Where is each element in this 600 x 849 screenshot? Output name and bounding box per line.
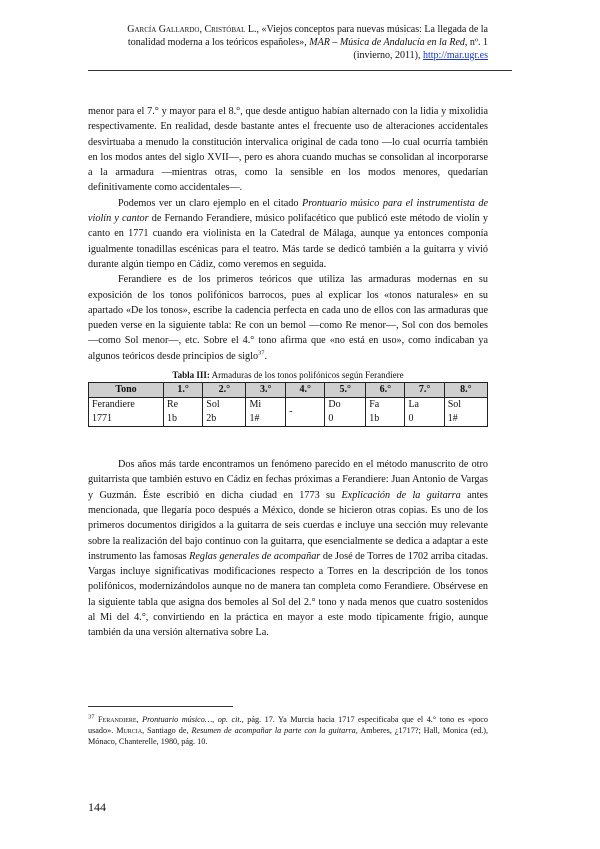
paragraph-4-mid: antes mencionada, que llegaría poco después a México, donde se hicieron otras copias. Es uno de los primeros documentos dirigidos a la guitarra de seis cuerdas e incluye una sección muy relevante sobre la realización del bajo continuo con la guitarra, que esencialmente se dedica a adaptar a este instrumento las famosas xyxy=(88,489,488,562)
header-issue: , nº. 1 (invierno, 2011), xyxy=(353,37,488,61)
footnote-37 xyxy=(88,714,488,748)
paragraph-2-intro: Podemos ver un claro ejemplo en el citado xyxy=(118,197,302,209)
paragraph-4-rest: de José de Torres de 1702 arriba citadas. Vargas incluye significativas modificaciones respecto a Torres en la descripción de los tonos polifónicos, modernizándolos aunque no de manera tan completa como Ferandiere. Obsérvese en la siguiente tabla que asigna dos bemoles al Sol del 2.° tono y nada menos que cuatro sostenidos al Mi del 4.°, convirtiendo en la práctica en mayor a este modo típicamente frigio, aunque también da una versión alternativa sobre La. xyxy=(88,550,489,639)
table-caption-label: Tabla III: xyxy=(172,370,210,381)
paragraph-2 xyxy=(88,196,488,272)
page-number: 144 xyxy=(88,800,106,814)
paragraph-1: menor para el 7.° y mayor para el 8.°, que desde antiguo habían alternado con la lidia y mixolidia respectivamente. En realidad, desde bastante antes el frecuente uso de alteraciones accidentales desvirtuaba a menudo la constitución intervalica original de cada tono —lo cual ocurría también en los modos antes del siglo XVII—, pero es ahora cuando muchas se consolidan al incorporarse a la armadura —mientras otras, como la sensible en los modos menores, quedarían definitivamente como accidentales—. xyxy=(88,106,488,194)
cell-line: 1b xyxy=(167,413,177,425)
cell-line: Re xyxy=(167,399,179,411)
cell-line: Sol xyxy=(447,399,462,411)
table-header-cell: Tono xyxy=(89,383,164,398)
table-cell xyxy=(444,398,487,427)
footnote-title-1: Prontuario músico…, op. cit. xyxy=(142,715,242,724)
footnote-author-1: Ferandiere xyxy=(94,715,137,724)
footnote-number: 37 xyxy=(88,713,95,721)
footnote-text: , Santiago de, xyxy=(142,726,192,736)
cell-line: - xyxy=(289,406,293,418)
table-cell xyxy=(89,398,164,427)
table-cell xyxy=(164,398,203,427)
table-header-cell: 7.° xyxy=(405,383,444,398)
paragraph-3: Ferandiere es de los primeros teóricos que utiliza las armaduras modernas en su exposición de los tonos polifónicos barrocos, pues al explicar los «tonos naturales» en su apartado «De los tonos», escribe la cadencia perfecta en cada uno de ellos con las armaduras que pueden verse en la siguiente tabla: Re con un bemol —como Re menor—, Sol con dos bemoles —como Sol menor—, etc. Sobre el 4.° tono afirma que «no está en uso», como indicaban ya algunos teóricos desde principios de siglo$^{37}$. xyxy=(88,274,488,362)
header-article-title: , «Viejos conceptos para nuevas músicas: La llegada de la tonalidad moderna a los teóricos españoles», xyxy=(127,24,488,48)
paragraph-2-rest: de Fernando Ferandiere, músico polifacético que publicó este método de violín y canto en 1771 cuando era violinista en la Catedral de Málaga, aunque ya entonces componía igualmente tonadillas escénicas para el teatro. Más tarde se dedicó también a la guitarra y vivió durante algún tiempo en Cádiz, como veremos en seguida. xyxy=(88,213,488,270)
table-caption xyxy=(88,369,488,381)
footnote-author-2: Murcia xyxy=(116,726,143,736)
table-cell xyxy=(405,398,444,427)
cell-line: Sol xyxy=(206,399,220,411)
table-header-cell: 1.° xyxy=(164,383,203,398)
cell-line: 1# xyxy=(447,413,458,425)
key-signatures-table xyxy=(88,382,488,427)
table-cell xyxy=(366,398,405,427)
footnote-text: , xyxy=(136,715,143,724)
cell-line: La xyxy=(408,399,419,411)
header-author: García Gallardo, Cristóbal L. xyxy=(127,24,257,35)
footnote-text: , pág. 17. Ya Murcia hacia 1717 especificaba que el 4.° tono es «poco usado». xyxy=(88,715,488,736)
cell-line: Ferandiere xyxy=(92,399,135,411)
book-title-prontuario: Prontuario músico para el instrumentista de violín y cantor xyxy=(88,197,489,225)
paragraph-4-intro: Dos años más tarde encontramos un fenómeno parecido en el método manuscrito de otro guitarrista que también estuvo en Cádiz en fechas próximas a Ferandiere: Juan Antonio de Vargas y Guzmán. Éste escribió en dicha ciudad en 1773 su xyxy=(88,459,488,501)
footnote-title-2: Resumen de acompañar la parte con la guitarra xyxy=(191,726,356,736)
footnote-rule xyxy=(88,706,233,707)
paragraph-3-text: Ferandiere es de los primeros teóricos que utiliza las armaduras modernas en su exposición de los tonos polifónicos barrocos, pues al explicar los «tonos naturales» en su apartado «De los tonos», escribe la cadencia perfecta en cada uno de ellos con las armaduras que pueden verse en la siguiente tabla: Re con un bemol —como Re menor—, Sol con dos bemoles —como Sol menor—, etc. Sobre el 4.° tono afirma que «no está en uso», como indicaban ya algunos teóricos desde principios de siglo xyxy=(88,274,488,362)
table-header-row xyxy=(89,383,488,398)
cell-line: 1# xyxy=(249,413,260,425)
footnote-text: , Amberes, ¿1717?; Hall, Monica (ed.), Mónaco, Chanterelle, 1980, pág. 10. xyxy=(88,726,488,747)
table-header-cell: 4.° xyxy=(286,383,325,398)
table-cell xyxy=(325,398,366,427)
main-text xyxy=(88,104,488,641)
citation-header xyxy=(110,23,488,62)
table-header-cell: 2.° xyxy=(203,383,246,398)
table-header-cell: 8.° xyxy=(444,383,487,398)
table-header-cell: 3.° xyxy=(246,383,286,398)
cell-line: Do xyxy=(328,399,341,411)
footnote-ref-37[interactable]: 37 xyxy=(258,349,265,357)
journal-link[interactable]: http://mar.ugr.es xyxy=(423,50,488,61)
header-journal: MAR – Música de Andalucía en la Red xyxy=(309,37,465,48)
cell-line: 1b xyxy=(369,413,380,425)
cell-line: 0 xyxy=(408,413,414,425)
cell-line: 0 xyxy=(328,413,334,425)
table-header-cell: 5.° xyxy=(325,383,366,398)
cell-line: Mi xyxy=(249,399,262,411)
table-cell xyxy=(246,398,286,427)
book-title-explicacion: Explicación de la guitarra xyxy=(341,489,461,501)
table-cell xyxy=(286,398,325,427)
table-header-cell: 6.° xyxy=(366,383,405,398)
book-title-reglas: Reglas generales de acompañar xyxy=(189,550,321,562)
header-rule xyxy=(88,70,512,71)
cell-line: Fa xyxy=(369,399,380,411)
table-row xyxy=(89,398,488,427)
table-cell xyxy=(203,398,246,427)
paragraph-4 xyxy=(88,457,488,641)
cell-line: 2b xyxy=(206,413,217,425)
table-caption-text: Armaduras de los tonos polifónicos según Ferandiere xyxy=(209,370,404,381)
cell-line: 1771 xyxy=(92,413,112,425)
